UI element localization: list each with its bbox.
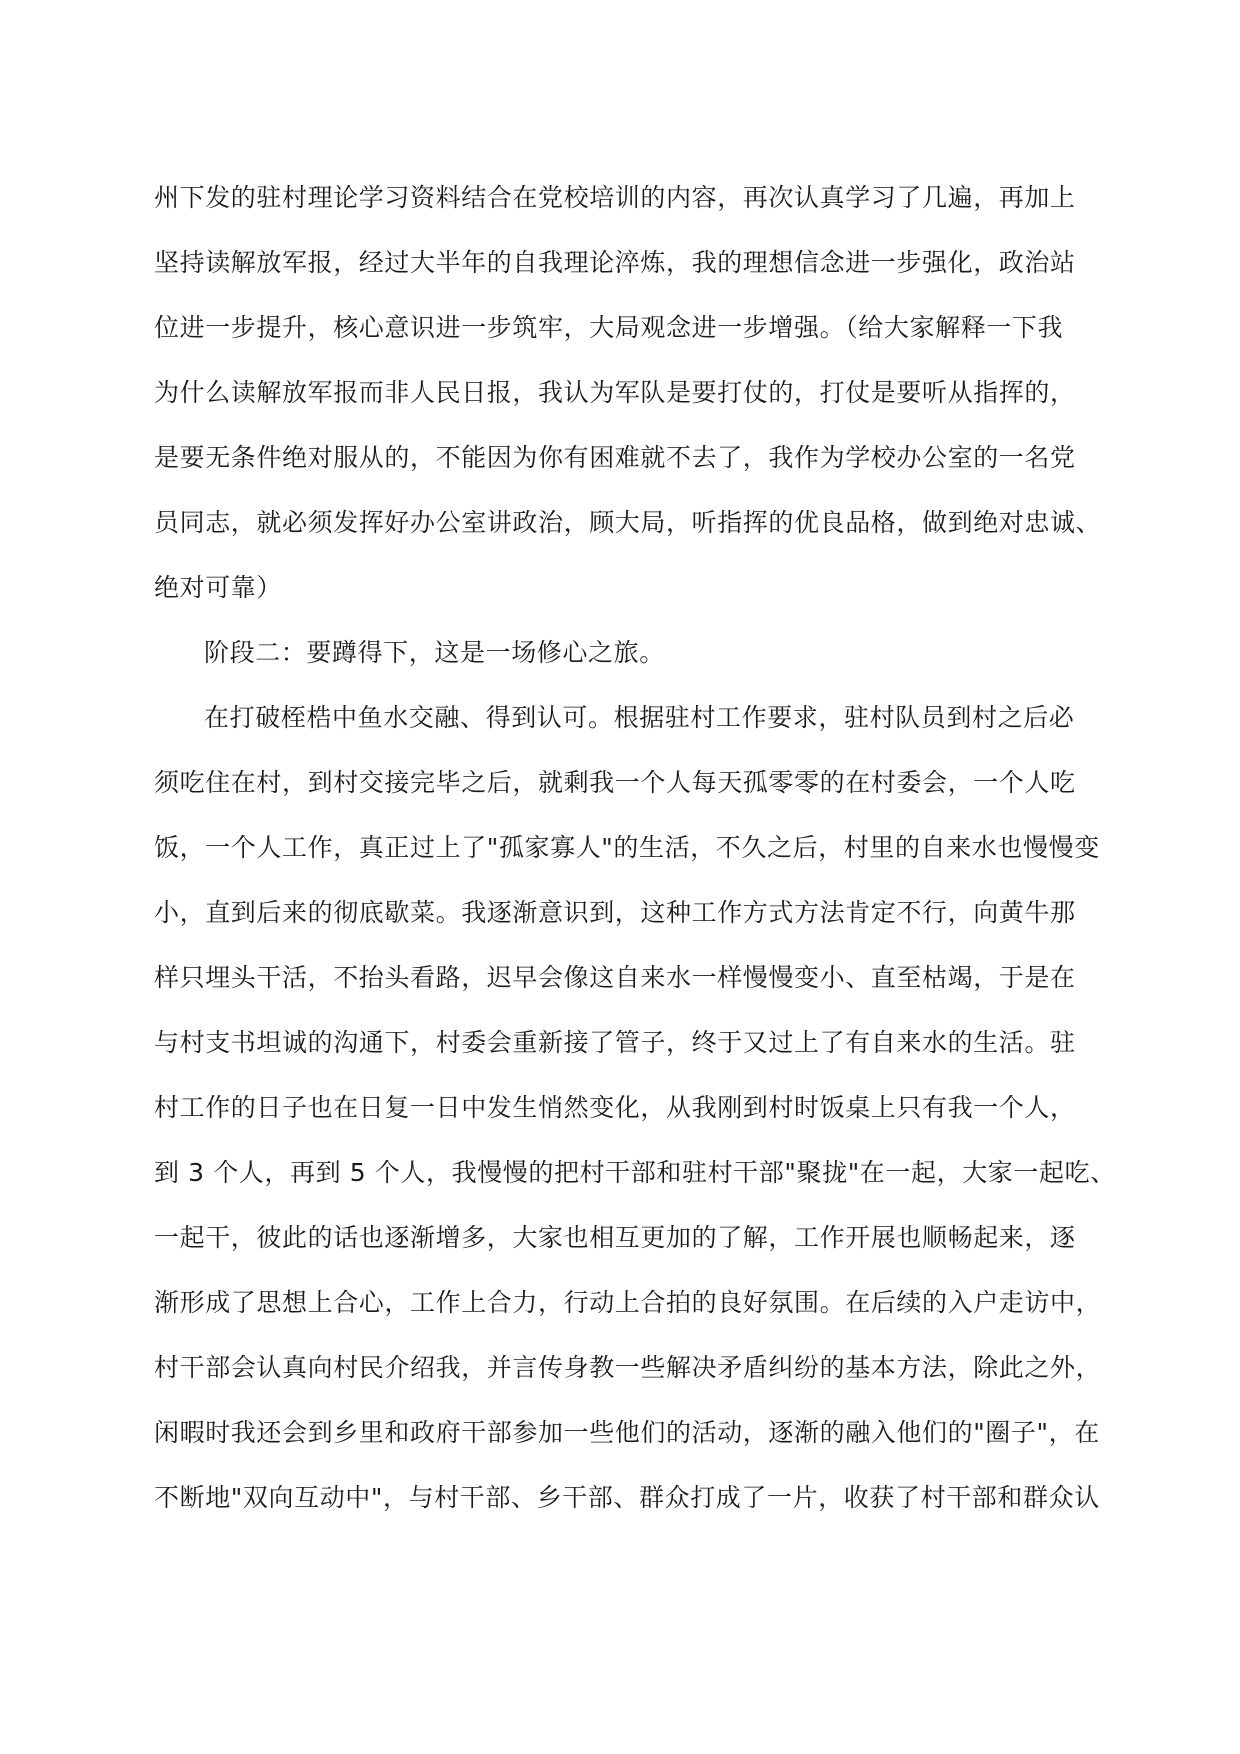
text-line: 样只埋头干活，不抬头看路，迟早会像这自来水一样慢慢变小、直至枯竭，于是在 (154, 963, 1076, 992)
text-line: 渐形成了思想上合心，工作上合力，行动上合拍的良好氛围。在后续的入户走访中， (154, 1288, 1102, 1317)
paragraph-first-line: 在打破桎梏中鱼水交融、得到认可。根据驻村工作要求，驻村队员到村之后必 (204, 703, 1075, 732)
text-line: 员同志，就必须发挥好办公室讲政治，顾大局，听指挥的优良品格，做到绝对忠诚、 (154, 508, 1102, 537)
text-line: 到 3 个人，再到 5 个人，我慢慢的把村干部和驻村干部"聚拢"在一起，大家一起吃、 (154, 1158, 1116, 1187)
text-line: 坚持读解放军报，经过大半年的自我理论淬炼，我的理想信念进一步强化，政治站 (154, 248, 1076, 277)
text-line: 村工作的日子也在日复一日中发生悄然变化，从我刚到村时饭桌上只有我一个人， (154, 1093, 1076, 1122)
text-line: 为什么读解放军报而非人民日报，我认为军队是要打仗的，打仗是要听从指挥的， (154, 378, 1076, 407)
text-line: 与村支书坦诚的沟通下，村委会重新接了管子，终于又过上了有自来水的生活。驻 (154, 1028, 1076, 1057)
text-line: 绝对可靠） (154, 573, 283, 602)
text-line: 一起干，彼此的话也逐渐增多，大家也相互更加的了解，工作开展也顺畅起来，逐 (154, 1223, 1076, 1252)
text-line: 须吃住在村，到村交接完毕之后，就剩我一个人每天孤零零的在村委会，一个人吃 (154, 768, 1076, 797)
text-line: 州下发的驻村理论学习资料结合在党校培训的内容，再次认真学习了几遍，再加上 (154, 183, 1076, 212)
text-line: 饭，一个人工作，真正过上了"孤家寡人"的生活，不久之后，村里的自来水也慢慢变 (154, 833, 1100, 862)
text-line: 村干部会认真向村民介绍我，并言传身教一些解决矛盾纠纷的基本方法，除此之外， (154, 1353, 1102, 1382)
section-heading: 阶段二：要蹲得下，这是一场修心之旅。 (204, 638, 665, 667)
text-line: 不断地"双向互动中"，与村干部、乡干部、群众打成了一片，收获了村干部和群众认 (154, 1483, 1100, 1512)
text-line: 是要无条件绝对服从的，不能因为你有困难就不去了，我作为学校办公室的一名党 (154, 443, 1076, 472)
text-line: 位进一步提升，核心意识进一步筑牢，大局观念进一步增强。（给大家解释一下我 (154, 313, 1064, 342)
text-line: 闲暇时我还会到乡里和政府干部参加一些他们的活动，逐渐的融入他们的"圈子"，在 (154, 1418, 1100, 1447)
text-line: 小，直到后来的彻底歇菜。我逐渐意识到，这种工作方式方法肯定不行，向黄牛那 (154, 898, 1076, 927)
